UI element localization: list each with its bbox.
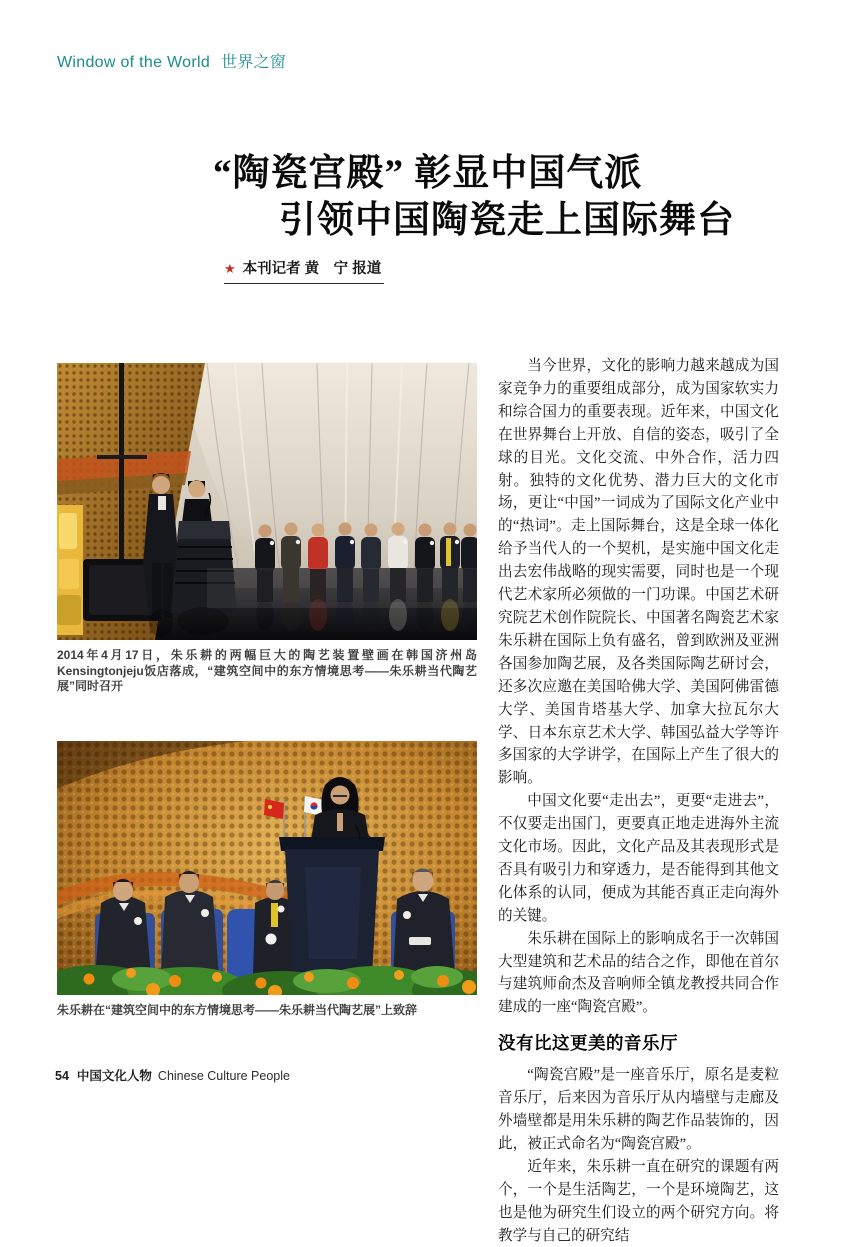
- section-title-zh: 世界之窗: [221, 54, 287, 71]
- star-icon: ★: [224, 261, 236, 276]
- photo-speech-illustration: [57, 741, 477, 995]
- article-body: [498, 355, 779, 1247]
- photo-caption-2: 朱乐耕在“建筑空间中的东方情境思考——朱乐耕当代陶艺展”上致辞: [57, 1003, 418, 1017]
- figure-speech: [57, 741, 477, 1019]
- page-footer: [55, 1066, 290, 1084]
- paragraph: 朱乐耕在国际上的影响成名于一次韩国大型建筑和艺术品的结合之作，即他在首尔与建筑师俞杰及音响师全镇龙教授共同合作建成的一座“陶瓷宫殿”。: [498, 930, 779, 1016]
- photo-ceremony-illustration: [57, 363, 477, 640]
- paragraph: 当今世界，文化的影响力越来越成为国家竞争力的重要组成部分，成为国家软实力和综合国力的重要表现。近年来，中国文化在世界舞台上开放、自信的姿态，吸引了全球的目光。文化交流、中外合作，活力四射。独特的文化优势、潜力巨大的文化市场，更让“中国”一词成为了国际文化产业中的“热词”。走上国际舞台，这是全球一体化给予当代人的一个契机，是实施中国文化走出去宏伟战略的现实需要，同时也是一个现代艺术家所必须做的一门功课。中国艺术研究院艺术创作院院长、中国著名陶瓷艺术家朱乐耕在国际上负有盛名，曾到欧洲及亚洲各国参加陶艺展，及各类国际陶艺研讨会，还多次应邀在美国哈佛大学、美国阿佛雷德大学、美国肯塔基大学、加拿大拉瓦尔大学、日本东京艺术大学、韩国弘益大学等许多国家的大学讲学，在国际上产生了很大的影响。: [498, 358, 779, 787]
- byline-text: 本刊记者 黄 宁 报道: [242, 261, 382, 277]
- article-title-line2: 引领中国陶瓷走上国际舞台: [279, 200, 735, 241]
- section-subheading: 没有比这更美的音乐厅: [498, 1033, 678, 1054]
- section-title-en: Window of the World: [57, 54, 211, 71]
- figure-ceremony: [57, 363, 477, 695]
- page-number: 54: [55, 1069, 69, 1083]
- article-title-line1: “陶瓷宫殿” 彰显中国气派: [213, 153, 643, 194]
- paragraph: 中国文化要“走出去”，更要“走进去”，不仅要走出国门，更要真正地走进海外主流文化市场。因此，文化产品及其表现形式是否具有吸引力和穿透力，是否能得到其他文化体系的认同，便成为其能否真正走向海外的关键。: [498, 793, 779, 924]
- paragraph: 近年来，朱乐耕一直在研究的课题有两个，一个是生活陶艺，一个是环境陶艺，这也是他为研究生们设立的两个研究方向。将教学与自己的研究结: [498, 1158, 779, 1244]
- paragraph: “陶瓷宫殿”是一座音乐厅，原名是麦粒音乐厅，后来因为音乐厅从内墙壁与走廊及外墙壁都是用朱乐耕的陶艺作品装饰的，因此，被正式命名为“陶瓷宫殿”。: [498, 1067, 779, 1152]
- magazine-name-zh: 中国文化人物: [76, 1069, 152, 1083]
- photo-caption-1: 2014年4月17日，朱乐耕的两幅巨大的陶艺装置壁画在韩国济州岛Kensingtonjeju饭店落成，“建筑空间中的东方情境思考——朱乐耕当代陶艺展”同时召开: [57, 648, 477, 693]
- photo-speech-podium: [57, 741, 477, 995]
- article-title: [213, 150, 735, 244]
- byline: [224, 257, 384, 284]
- magazine-name-en: Chinese Culture People: [157, 1069, 290, 1083]
- section-header: [57, 49, 286, 72]
- photo-ceremony-stage: [57, 363, 477, 640]
